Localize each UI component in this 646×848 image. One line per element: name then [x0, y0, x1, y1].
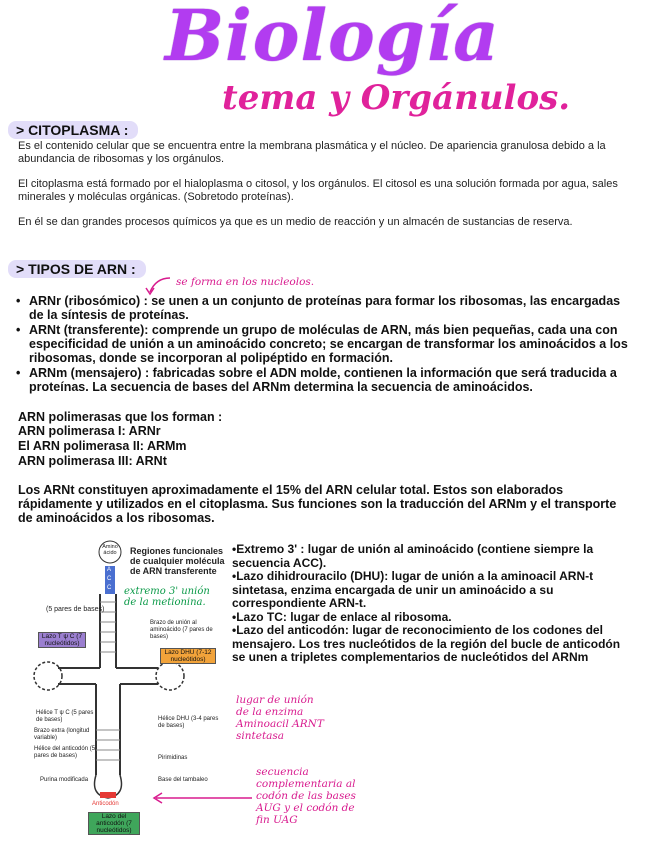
- polimerasa-line: El ARN polimerasa II: ARMm: [18, 439, 187, 453]
- brazo-union-label: Brazo de unión al aminoácido (7 pares de bases): [150, 620, 213, 640]
- pink-annotation-2: secuencia complementaria al codón de las bases AUG y el codón de fin UAG: [256, 766, 356, 826]
- list-item: • ARNm (mensajero) : fabricadas sobre el ADN molde, contienen la información que será traducida a proteínas. La secuencia de bases del ARNm determina la secuencia de aminoácidos.: [16, 366, 632, 394]
- arn-annotation: se forma en los nucleolos.: [176, 276, 315, 288]
- polimerasa-line: ARN polimerasas que los forman :: [18, 410, 223, 424]
- citoplasma-paragraph-3: En él se dan grandes procesos químicos ya que es un medio de reacción y un almacén de sustancias de reserva.: [18, 216, 573, 228]
- helice-tc-label: Hélice T ψ C (5 pares de bases): [36, 710, 94, 723]
- green-annotation: extremo 3' unión de la metionina.: [124, 586, 210, 608]
- page-title: Biología: [165, 0, 500, 77]
- list-item: •Extremo 3' : lugar de unión al aminoácido (contiene siempre la secuencia ACC).: [232, 542, 594, 570]
- polimerasa-line: ARN polimerasa I: ARNr: [18, 424, 161, 438]
- pirimidinas-label: Pirimidinas: [158, 755, 188, 761]
- pares-label: (5 pares de bases): [46, 606, 105, 613]
- arnt-paragraph: Los ARNt constituyen aproximadamente el 15% del ARN celular total. Estos son elaborados rápidamente y utilizados en el citoplasma. Sus funciones son la traducción del ARNm y el transporte de aminoácidos a los ribosomas.: [18, 483, 617, 525]
- list-item: • ARNr (ribosómico) : se unen a un conjunto de proteínas para formar los ribosomas, las encargadas de la síntesis de proteínas.: [16, 294, 632, 322]
- arn-heading: > TIPOS DE ARN :: [8, 260, 146, 278]
- citoplasma-paragraph-1: Es el contenido celular que se encuentra entre la membrana plasmática y el núcleo. De apariencia granulosa debido a la abundancia de ribosomas y los orgánulos.: [18, 140, 606, 165]
- lazo-tc-box: Lazo T ψ C (7 nucleótidos): [38, 632, 86, 648]
- anticodon-label: Anticodón: [92, 801, 119, 807]
- list-item: •Lazo del anticodón: lugar de reconocimiento de los codones del mensajero. Los tres nucleótidos de la región del bucle de anticodón se unen a tripletes complementarios de nucleótidos del ARNm: [232, 623, 621, 664]
- arn-bullet-list: [16, 294, 632, 395]
- lazo-dhu-box: Lazo DHU (7-12 nucleótidos): [160, 648, 216, 664]
- acc-sequence: A C C: [107, 567, 112, 591]
- polimerasa-line: ARN polimerasa III: ARNt: [18, 454, 167, 468]
- citoplasma-heading: > CITOPLASMA :: [8, 121, 138, 139]
- citoplasma-paragraph-2: El citoplasma está formado por el hialoplasma o citosol, y los orgánulos. El citosol es una solución formada por agua, sales minerales y moléculas orgánicas. (Sobretodo proteínas).: [18, 178, 618, 203]
- list-item: • ARNt (transferente): comprende un grupo de moléculas de ARN, más bien pequeñas, cada una con especificidad de unión a un aminoácido concreto; se encargan de transformar los aminoácidos a los ribosomas, donde se incorporan al polipéptido en formación.: [16, 323, 632, 365]
- helice-anticodon-label: Hélice del anticodón (5 pares de bases): [34, 746, 96, 759]
- helice-dhu-label: Hélice DHU (3-4 pares de bases): [158, 716, 219, 729]
- aminoacid-label: Amino ácido: [102, 544, 118, 556]
- list-item: •Lazo TC: lugar de enlace al ribosoma.: [232, 609, 452, 624]
- purina-label: Purina modificada: [40, 777, 89, 783]
- pink-annotation-1: lugar de unión de la enzima Aminoacil ARNT sintetasa: [236, 694, 324, 742]
- diagram-title: Regiones funcionales de cualquier molécula de ARN transferente: [130, 546, 225, 576]
- page-subtitle: tema y Orgánulos.: [222, 78, 571, 118]
- list-item: •Lazo dihidrouracilo (DHU): lugar de unión a la aminoacil ARN-t sintetasa, enzima encargada de unir un aminoácido a su correspondiente ARN-t.: [232, 569, 594, 610]
- brazo-extra-label: Brazo extra (longitud variable): [34, 728, 90, 741]
- annotation-arrow-icon: [150, 784, 254, 804]
- lazo-anticodon-box: Lazo del anticodón (7 nucleótidos): [88, 812, 140, 835]
- trna-regions-list: [232, 543, 630, 665]
- base-tambaleo-label: Base del tambaleo: [158, 777, 208, 783]
